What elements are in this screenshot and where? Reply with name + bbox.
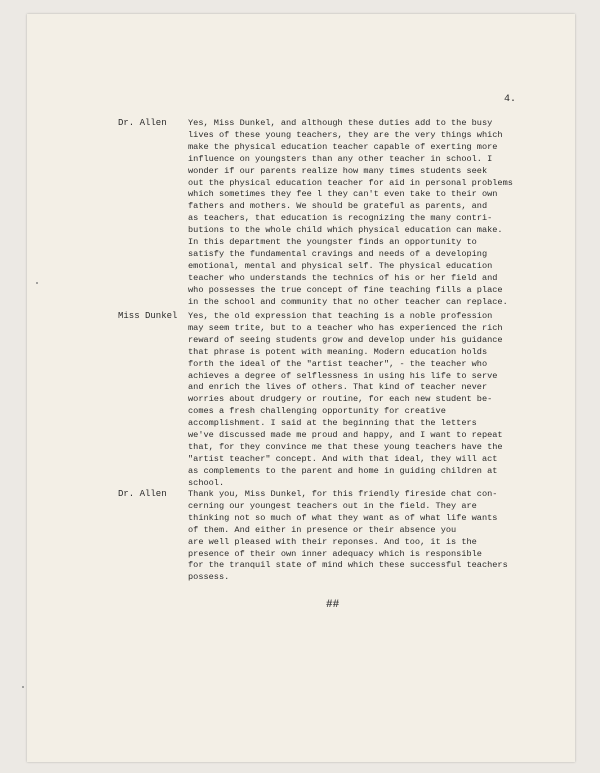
text-line: may seem trite, but to a teacher who has experienced the rich — [188, 322, 503, 333]
text-line: are well pleased with their reponses. And too, it is the — [188, 536, 477, 547]
text-line: we've discussed made me proud and happy, and I want to repeat — [188, 430, 503, 441]
text-line: lives of these young teachers, they are the very things which — [188, 129, 503, 140]
text-line: "artist teacher" concept. And with that ideal, they will act — [188, 453, 498, 464]
dialogue-text — [188, 118, 528, 309]
text-line: forth the ideal of the "artist teacher", - the teacher who — [188, 358, 488, 369]
text-line: Yes, the old expression that teaching is a noble profession — [188, 311, 493, 321]
text-line: reward of seeing students grow and develop under his guidance — [188, 334, 503, 345]
text-line: accomplishment. I said at the beginning that the letters — [188, 418, 477, 429]
speaker-label: Dr. Allen — [118, 489, 167, 499]
speaker-label: Miss Dunkel — [118, 311, 178, 321]
text-line: Thank you, Miss Dunkel, for this friendly fireside chat con- — [188, 489, 498, 499]
text-line: Yes, Miss Dunkel, and although these duties add to the busy — [188, 118, 493, 128]
text-line: that phrase is potent with meaning. Modern education holds — [188, 346, 488, 357]
page-number: 4. — [504, 94, 517, 105]
text-line: In this department the youngster finds an opportunity to — [188, 237, 477, 248]
text-line: possess. — [188, 572, 230, 583]
text-line: as complements to the parent and home in guiding children at — [188, 465, 498, 476]
text-line: who possesses the true concept of fine teaching fills a place — [188, 284, 503, 295]
text-line: as teachers, that education is recognizing the many contri- — [188, 213, 493, 224]
text-line: that, for they convince me that these young teachers have the — [188, 441, 503, 452]
text-line: achieves a degree of selflessness in using his life to serve — [188, 370, 498, 381]
text-line: cerning our youngest teachers out in the field. They are — [188, 500, 477, 511]
text-line: school. — [188, 477, 225, 488]
text-line: teacher who understands the technics of his or her field and — [188, 272, 498, 283]
paper-speck — [22, 686, 24, 688]
text-line: of them. And either in presence or their absence you — [188, 524, 457, 535]
text-line: comes a fresh challenging opportunity for creative — [188, 406, 446, 417]
text-line: out the physical education teacher for aid in personal problems — [188, 177, 513, 188]
paper-speck — [36, 282, 38, 284]
text-line: which sometimes they fee l they can't even take to their own — [188, 189, 498, 200]
text-line: in the school and community that no other teacher can replace. — [188, 296, 508, 307]
text-line: make the physical education teacher capable of exerting more — [188, 141, 498, 152]
text-line: satisfy the fundamental cravings and needs of a developing — [188, 248, 488, 259]
text-line: thinking not so much of what they want as of what life wants — [188, 512, 498, 523]
text-line: emotional, mental and physical self. The physical education — [188, 260, 493, 271]
dialogue-text — [188, 311, 528, 490]
text-line: wonder if our parents realize how many times students seek — [188, 165, 488, 176]
text-line: presence of their own inner adequacy which is responsible — [188, 548, 482, 559]
end-mark: ## — [326, 599, 340, 611]
text-line: influence on youngsters than any other teacher in school. I — [188, 153, 493, 164]
text-line: butions to the whole child which physical education can make. — [188, 225, 503, 236]
text-line: and enrich the lives of others. That kind of teacher never — [188, 382, 488, 393]
text-line: fathers and mothers. We should be grateful as parents, and — [188, 201, 488, 212]
text-line: for the tranquil state of mind which these successful teachers — [188, 560, 508, 571]
speaker-label: Dr. Allen — [118, 118, 167, 128]
dialogue-text — [188, 489, 528, 584]
text-line: worries about drudgery or routine, for each new student be- — [188, 394, 493, 405]
